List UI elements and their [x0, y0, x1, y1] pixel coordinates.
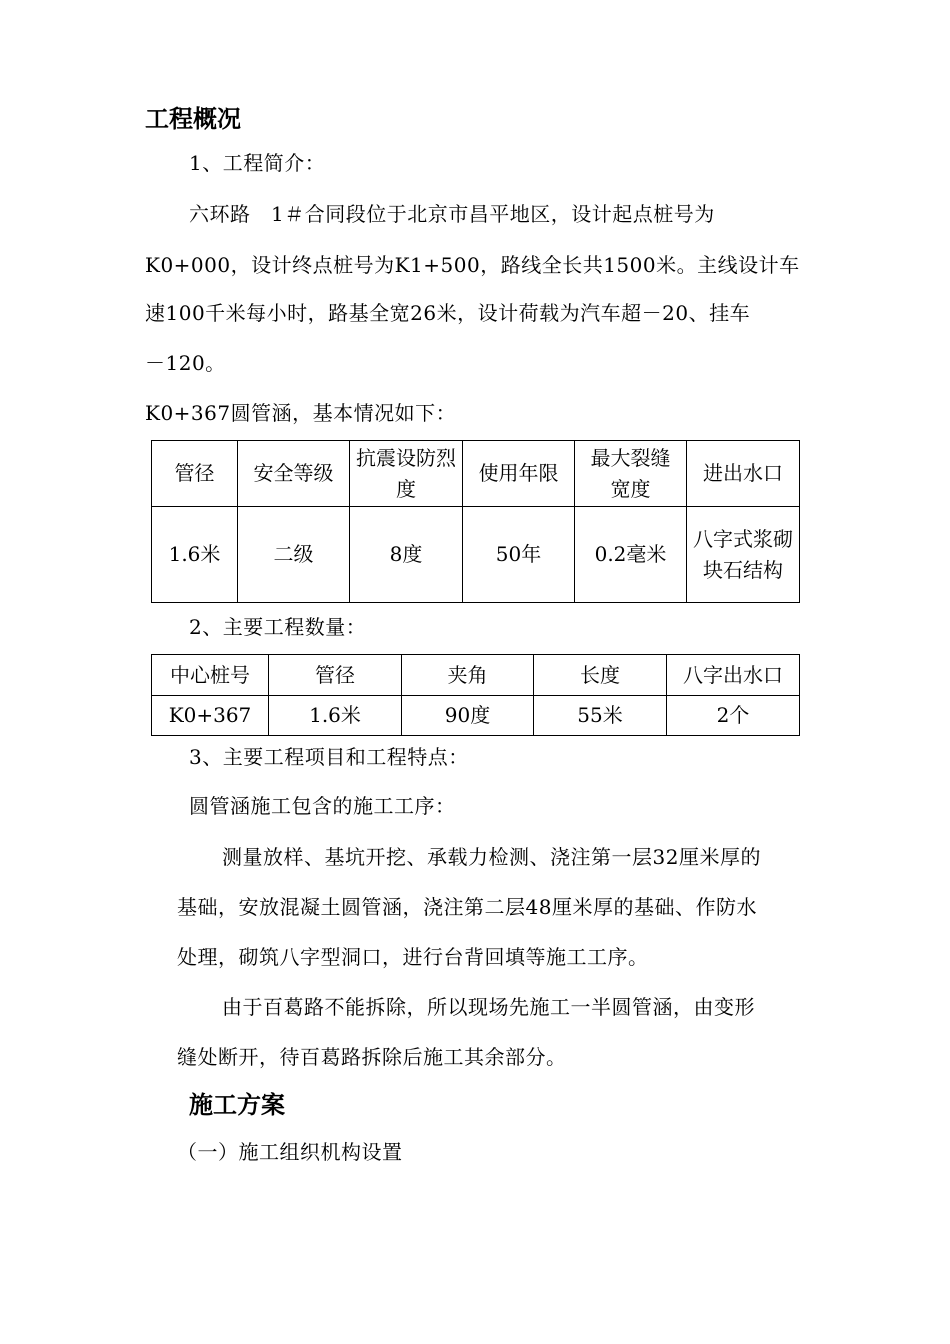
note-line-1: 由于百葛路不能拆除，所以现场先施工一半圆管涵，由变形	[222, 995, 755, 1019]
culvert-intro: K0+367圆管涵，基本情况如下：	[145, 401, 457, 425]
heading-overview: 工程概况	[145, 105, 241, 133]
process-label: 圆管涵施工包含的施工工序：	[189, 794, 456, 818]
heading-plan: 施工方案	[189, 1091, 285, 1119]
table-header-cell: 最大裂缝宽度	[575, 441, 687, 507]
table-cell: 8度	[350, 507, 463, 603]
table-cell: 二级	[238, 507, 350, 603]
table-cell: 1.6米	[269, 696, 402, 736]
table-header-row	[152, 441, 800, 507]
intro-line-1: 六环路 1＃合同段位于北京市昌平地区，设计起点桩号为	[189, 202, 715, 226]
table-header-cell: 长度	[534, 655, 667, 696]
table-header-cell: 使用年限	[463, 441, 575, 507]
table-cell: 1.6米	[152, 507, 238, 603]
table-cell: 55米	[534, 696, 667, 736]
table-cell: 0.2毫米	[575, 507, 687, 603]
table-header-cell: 八字出水口	[667, 655, 800, 696]
intro-label: 1、工程简介：	[189, 151, 326, 175]
table-row	[152, 507, 800, 603]
intro-line-4: －120。	[145, 351, 226, 375]
intro-line-3: 速100千米每小时，路基全宽26米，设计荷载为汽车超－20、挂车	[145, 301, 751, 325]
table-header-cell: 管径	[152, 441, 238, 507]
table-cell: 2个	[667, 696, 800, 736]
org-label: （一）施工组织机构设置	[177, 1140, 403, 1164]
table-header-cell: 进出水口	[687, 441, 800, 507]
table-cell: 八字式浆砌块石结构	[687, 507, 800, 603]
table-header-cell: 夹角	[402, 655, 534, 696]
table-header-cell: 中心桩号	[152, 655, 269, 696]
table-row	[152, 696, 800, 736]
process-line-3: 处理，砌筑八字型洞口，进行台背回填等施工工序。	[177, 945, 649, 969]
table-header-row	[152, 655, 800, 696]
table-header-cell: 安全等级	[238, 441, 350, 507]
items-label: 3、主要工程项目和工程特点：	[189, 745, 469, 769]
intro-line-2: K0+000，设计终点桩号为K1+500，路线全长共1500米。主线设计车	[145, 253, 800, 277]
table-cell: 90度	[402, 696, 534, 736]
note-line-2: 缝处断开，待百葛路拆除后施工其余部分。	[177, 1045, 567, 1069]
table-cell: 50年	[463, 507, 575, 603]
table-header-cell: 抗震设防烈度	[350, 441, 463, 507]
quantity-label: 2、主要工程数量：	[189, 615, 367, 639]
process-line-1: 测量放样、基坑开挖、承载力检测、浇注第一层32厘米厚的	[222, 845, 761, 869]
process-line-2: 基础，安放混凝土圆管涵，浇注第二层48厘米厚的基础、作防水	[177, 895, 757, 919]
table-header-cell: 管径	[269, 655, 402, 696]
culvert-spec-table	[151, 440, 800, 603]
quantity-table	[151, 654, 800, 736]
table-cell: K0+367	[152, 696, 269, 736]
